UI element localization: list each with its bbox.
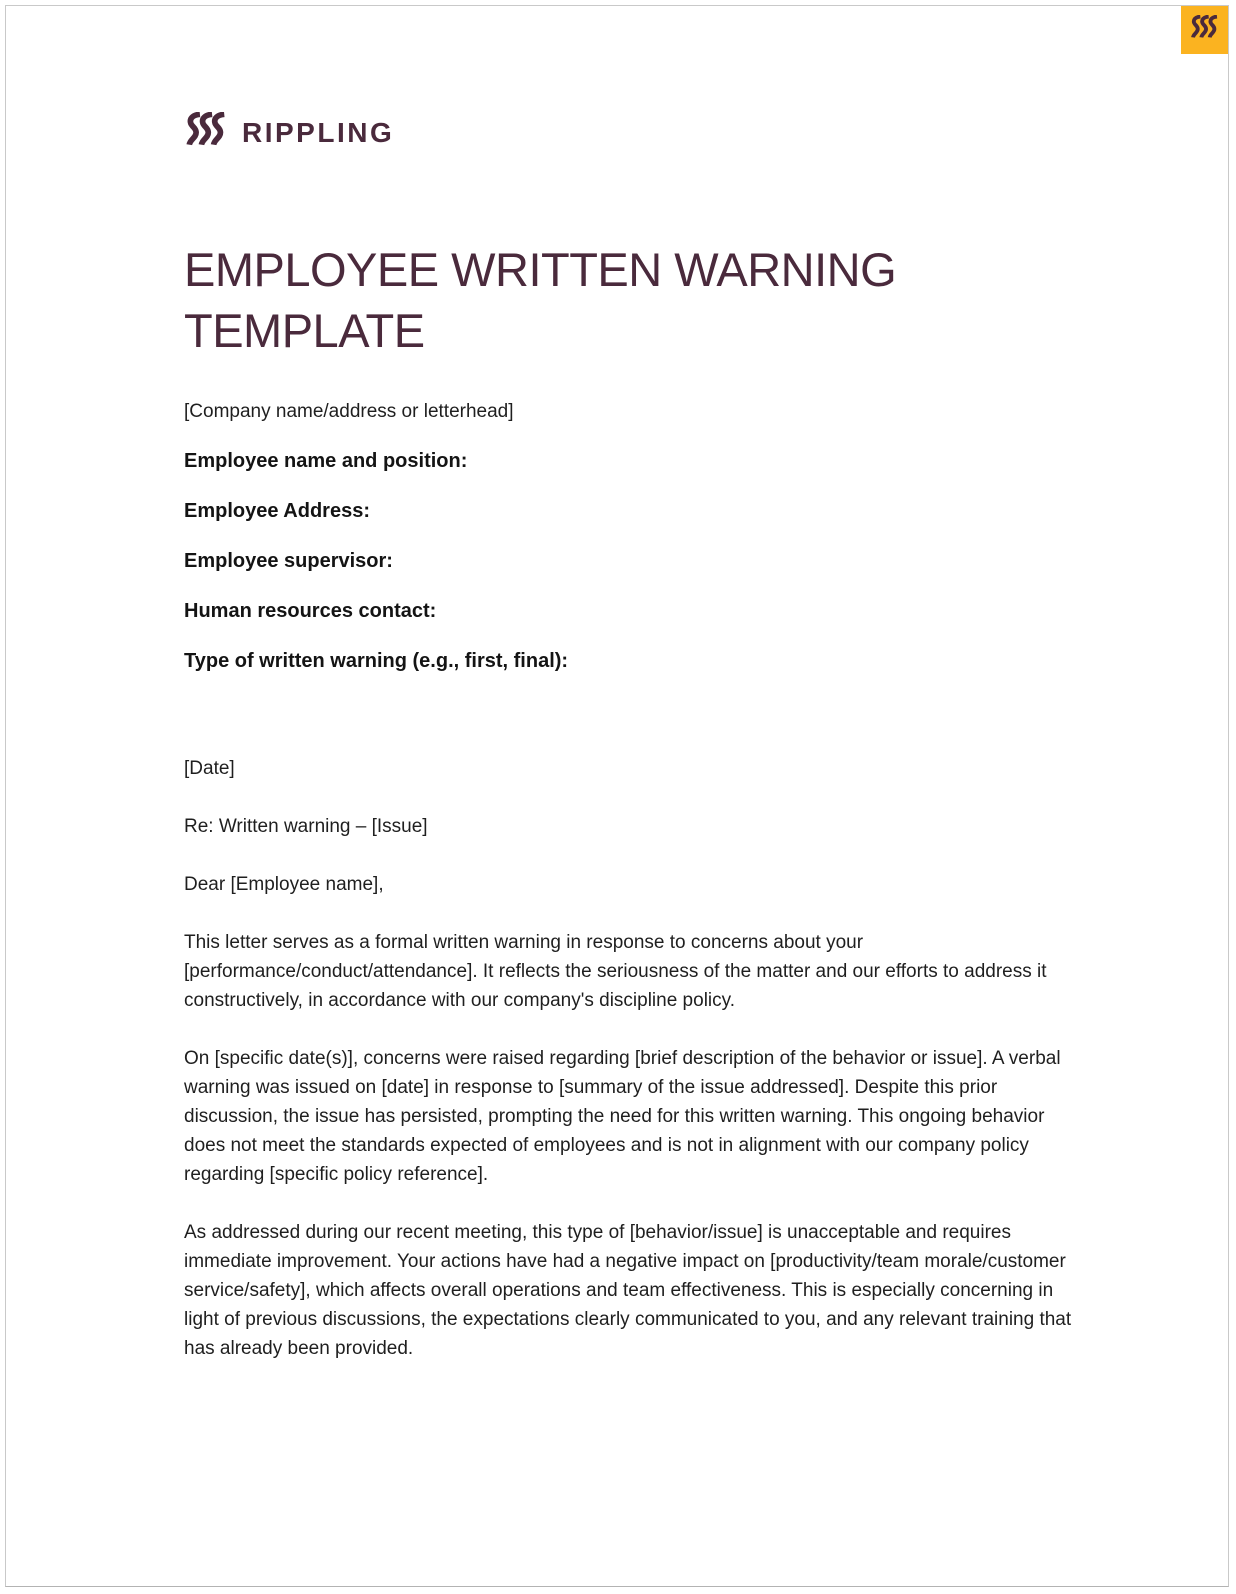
brand-corner-tab <box>1181 6 1228 54</box>
letter-paragraph-3: As addressed during our recent meeting, this type of [behavior/issue] is unacceptable and requires immediate improvement. Your actions have had a negative impact on [productivity/team morale/customer service/safety], which affects overall operations and team effectiveness. This is especially concerning in light of previous discussions, the expectations clearly communicated to you, and any relevant training that has already been provided. <box>184 1222 1072 1359</box>
field-warning-type: Type of written warning (e.g., first, final): <box>184 650 569 672</box>
letter-paragraph-2: On [specific date(s)], concerns were raised regarding [brief description of the behavior or issue]. A verbal warning was issued on [date] in response to [summary of the issue addressed]. Despite this prior discussion, the issue has persisted, prompting the need for this written warning. This ongoing behavior does not meet the standards expected of employees and is not in alignment with our company policy regarding [specific policy reference]. <box>184 1048 1061 1185</box>
letter-paragraph-1: This letter serves as a formal written warning in response to concerns about your [performance/conduct/attendance]. It reflects the seriousness of the matter and our efforts to address it constructively, in accordance with our company's discipline policy. <box>184 932 1047 1011</box>
letter-body <box>184 754 1074 1363</box>
field-employee-name-position: Employee name and position: <box>184 450 468 472</box>
date-placeholder: [Date] <box>184 758 235 779</box>
document-content <box>6 6 1074 1363</box>
field-employee-supervisor: Employee supervisor: <box>184 550 393 572</box>
letterhead-placeholder: [Company name/address or letterhead] <box>184 401 514 422</box>
rippling-logo <box>184 113 1074 153</box>
subject-line: Re: Written warning – [Issue] <box>184 816 428 837</box>
rippling-logo-text: RIPPLING <box>242 117 395 148</box>
document-page <box>5 5 1229 1587</box>
field-employee-address: Employee Address: <box>184 500 370 522</box>
page-title: EMPLOYEE WRITTEN WARNING TEMPLATE <box>184 243 897 357</box>
salutation: Dear [Employee name], <box>184 874 384 895</box>
rippling-mark-icon <box>1189 15 1220 46</box>
field-hr-contact: Human resources contact: <box>184 600 437 622</box>
rippling-mark-icon <box>184 112 228 155</box>
